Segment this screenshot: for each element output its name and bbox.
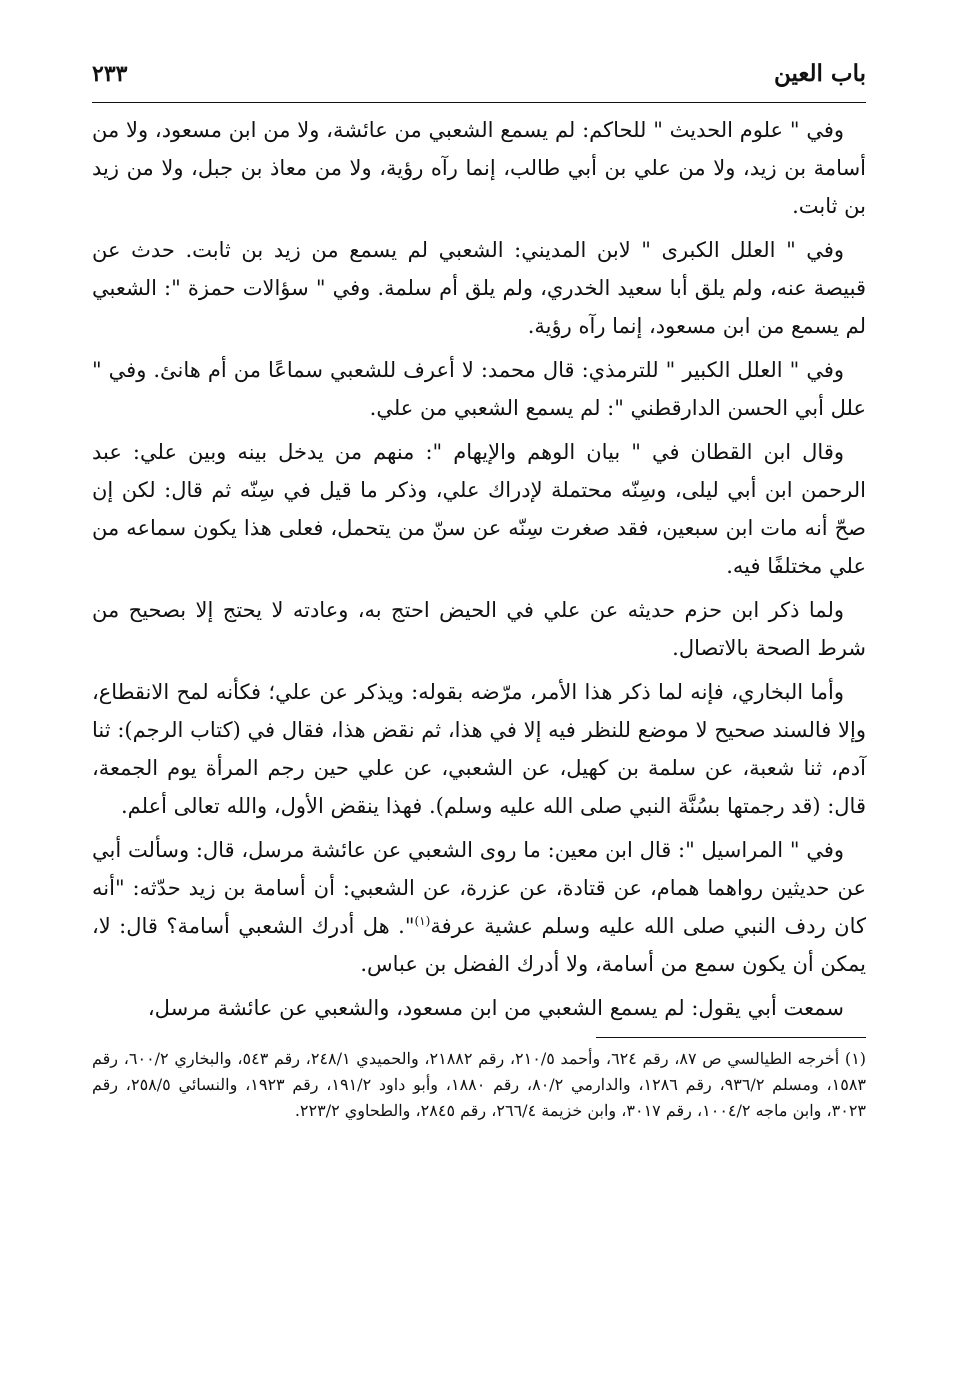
footnote-reference[interactable]: (١): [414, 914, 431, 928]
paragraph-ibn-qattan: وقال ابن القطان في " بيان الوهم والإيهام ": منهم من يدخل بينه وبين علي: عبد الرحمن ابن أبي ليلى، وسِنّه محتملة لإدراك علي، وذكر ما قيل في سِنّه ثم قال: لكن إن صحّ أنه مات ابن سبعين، فقد صغرت سِنّه عن سنّ من يتحمل، فعلى هذا يكون سماعه من علي مختلفًا فيه.: [92, 440, 866, 578]
footnote-text: (١) أخرجه الطيالسي ص ٨٧، رقم ٦٢٤، وأحمد ٢١٠/٥، رقم ٢١٨٨٢، والحميدي ٢٤٨/١، رقم ٥٤٣، والبخاري ٦٠٠/٢، رقم ١٥٨٣، ومسلم ٩٣٦/٢، رقم ١٢٨٦، والدارمي ٨٠/٢، رقم ١٨٨٠، وأبو داود ١٩١/٢، رقم ١٩٢٣، والنسائي ٢٥٨/٥، رقم ٣٠٢٣، وابن ماجه ١٠٠٤/٢، رقم ٣٠١٧، وابن خزيمة ٢٦٦/٤، رقم ٢٨٤٥، والطحاوي ٢٢٣/٢.: [92, 1049, 867, 1120]
paragraph-ibn-hazm: ولما ذكر ابن حزم حديثه عن علي في الحيض احتج به، وعادته لا يحتج إلا بصحيح من شرط الصحة بالاتصال.: [92, 598, 866, 660]
paragraph-tirmidhi: وفي " العلل الكبير " للترمذي: قال محمد: لا أعرف للشعبي سماعًا من أم هانئ. وفي " علل أبي الحسن الدارقطني ": لم يسمع الشعبي من علي.: [92, 358, 866, 420]
page-number: ٢٣٣: [92, 61, 128, 87]
header-rule: [92, 102, 866, 103]
paragraph-abi-yaqul: سمعت أبي يقول: لم يسمع الشعبي من ابن مسعود، والشعبي عن عائشة مرسل،: [147, 996, 844, 1020]
paragraph-ibn-madini: وفي " العلل الكبرى " لابن المديني: الشعبي لم يسمع من زيد بن ثابت. حدث عن قبيصة عنه، ولم يلق أبا سعيد الخدري، ولم يلق أم سلمة. وفي " سؤالات حمزة ": الشعبي لم يسمع من ابن مسعود، إنما رآه رؤية.: [92, 238, 866, 338]
paragraph-marasil-end: ". هل أدرك الشعبي أسامة؟ قال: لا، يمكن أن يكون سمع من أسامة، ولا أدرك الفضل بن عباس.: [92, 914, 866, 976]
running-header: [92, 60, 866, 100]
main-text: [92, 111, 866, 1027]
paragraph-bukhari: وأما البخاري، فإنه لما ذكر هذا الأمر، مرّضه بقوله: ويذكر عن علي؛ فكأنه لمح الانقطاع، وإلا فالسند صحيح لا موضع للنظر فيه إلا في هذا، ثم نقض هذا، فقال في (كتاب الرجم): ثنا آدم، ثنا شعبة، عن سلمة بن كهيل، عن الشعبي، عن علي حين رجم المرأة يوم الجمعة، قال: (قد رجمتها بسُنَّة النبي صلى الله عليه وسلم). فهذا ينقض الأول، والله تعالى أعلم.: [92, 680, 866, 818]
footnote-rule: [596, 1037, 866, 1038]
paragraph-hakim: وفي " علوم الحديث " للحاكم: لم يسمع الشعبي من عائشة، ولا من ابن مسعود، ولا من أسامة بن زيد، ولا من علي بن أبي طالب، إنما رآه رؤية، ولا من معاذ بن جبل، ولا من زيد بن ثابت.: [92, 118, 866, 218]
paragraph-marasil: [92, 831, 866, 983]
chapter-title: باب العين: [773, 60, 866, 87]
paragraph-marasil-start: وفي " المراسيل ": قال ابن معين: ما روى الشعبي عن عائشة مرسل، قال: وسألت أبي عن حديثين رواهما همام، عن قتادة، عن عزرة، عن الشعبي: أن أسامة بن زيد حدّثه: "أنه كان ردف النبي صلى الله عليه وسلم عشية عرفة: [92, 838, 866, 938]
page: [92, 60, 866, 1124]
